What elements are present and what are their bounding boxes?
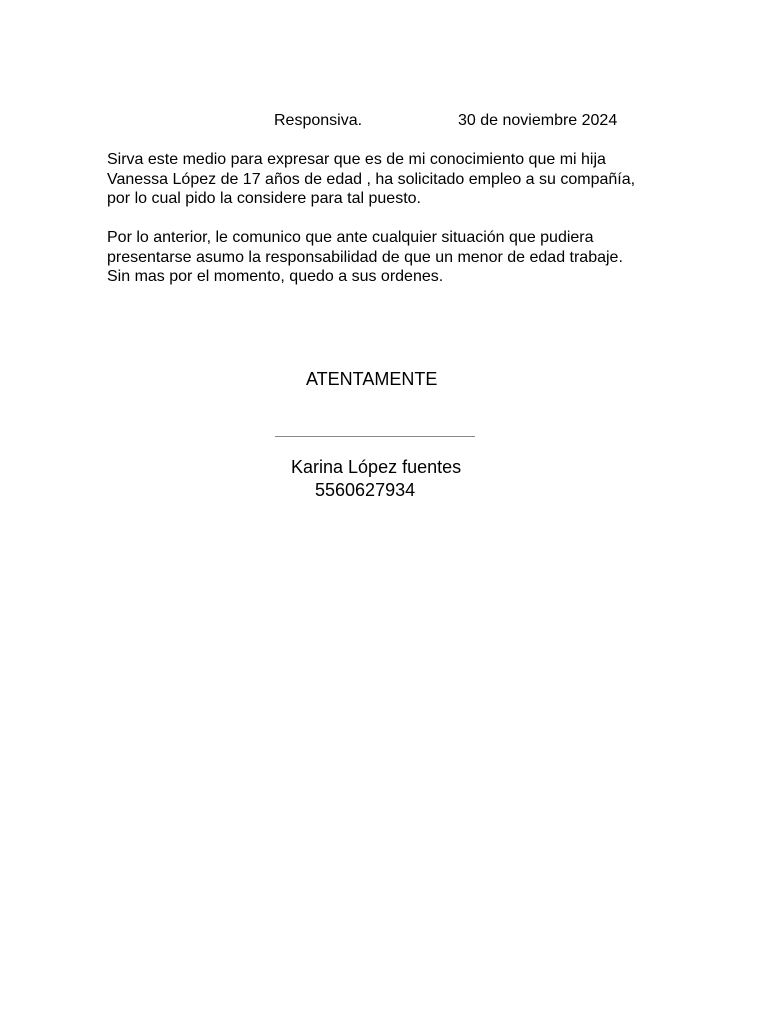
closing-salutation: ATENTAMENTE [306, 369, 438, 389]
body-paragraph-2 [107, 228, 623, 287]
body-paragraph-1 [107, 150, 635, 209]
signature-line [275, 436, 475, 437]
paragraph-line: presentarse asumo la responsabilidad de que un menor de edad trabaje. [107, 248, 623, 266]
paragraph-line: Por lo anterior, le comunico que ante cualquier situación que pudiera [107, 229, 594, 246]
document-date: 30 de noviembre 2024 [458, 112, 618, 129]
paragraph-line: Sin mas por el momento, quedo a sus ordenes. [107, 268, 444, 285]
document-title: Responsiva. [274, 112, 363, 129]
signer-phone: 5560627934 [315, 480, 416, 500]
signer-name: Karina López fuentes [291, 457, 462, 477]
paragraph-line: Vanessa López de 17 años de edad , ha solicitado empleo a su compañía, [107, 170, 636, 188]
paragraph-line: por lo cual pido la considere para tal puesto. [107, 190, 421, 207]
paragraph-line: Sirva este medio para expresar que es de mi conocimiento que mi hija [107, 151, 606, 168]
